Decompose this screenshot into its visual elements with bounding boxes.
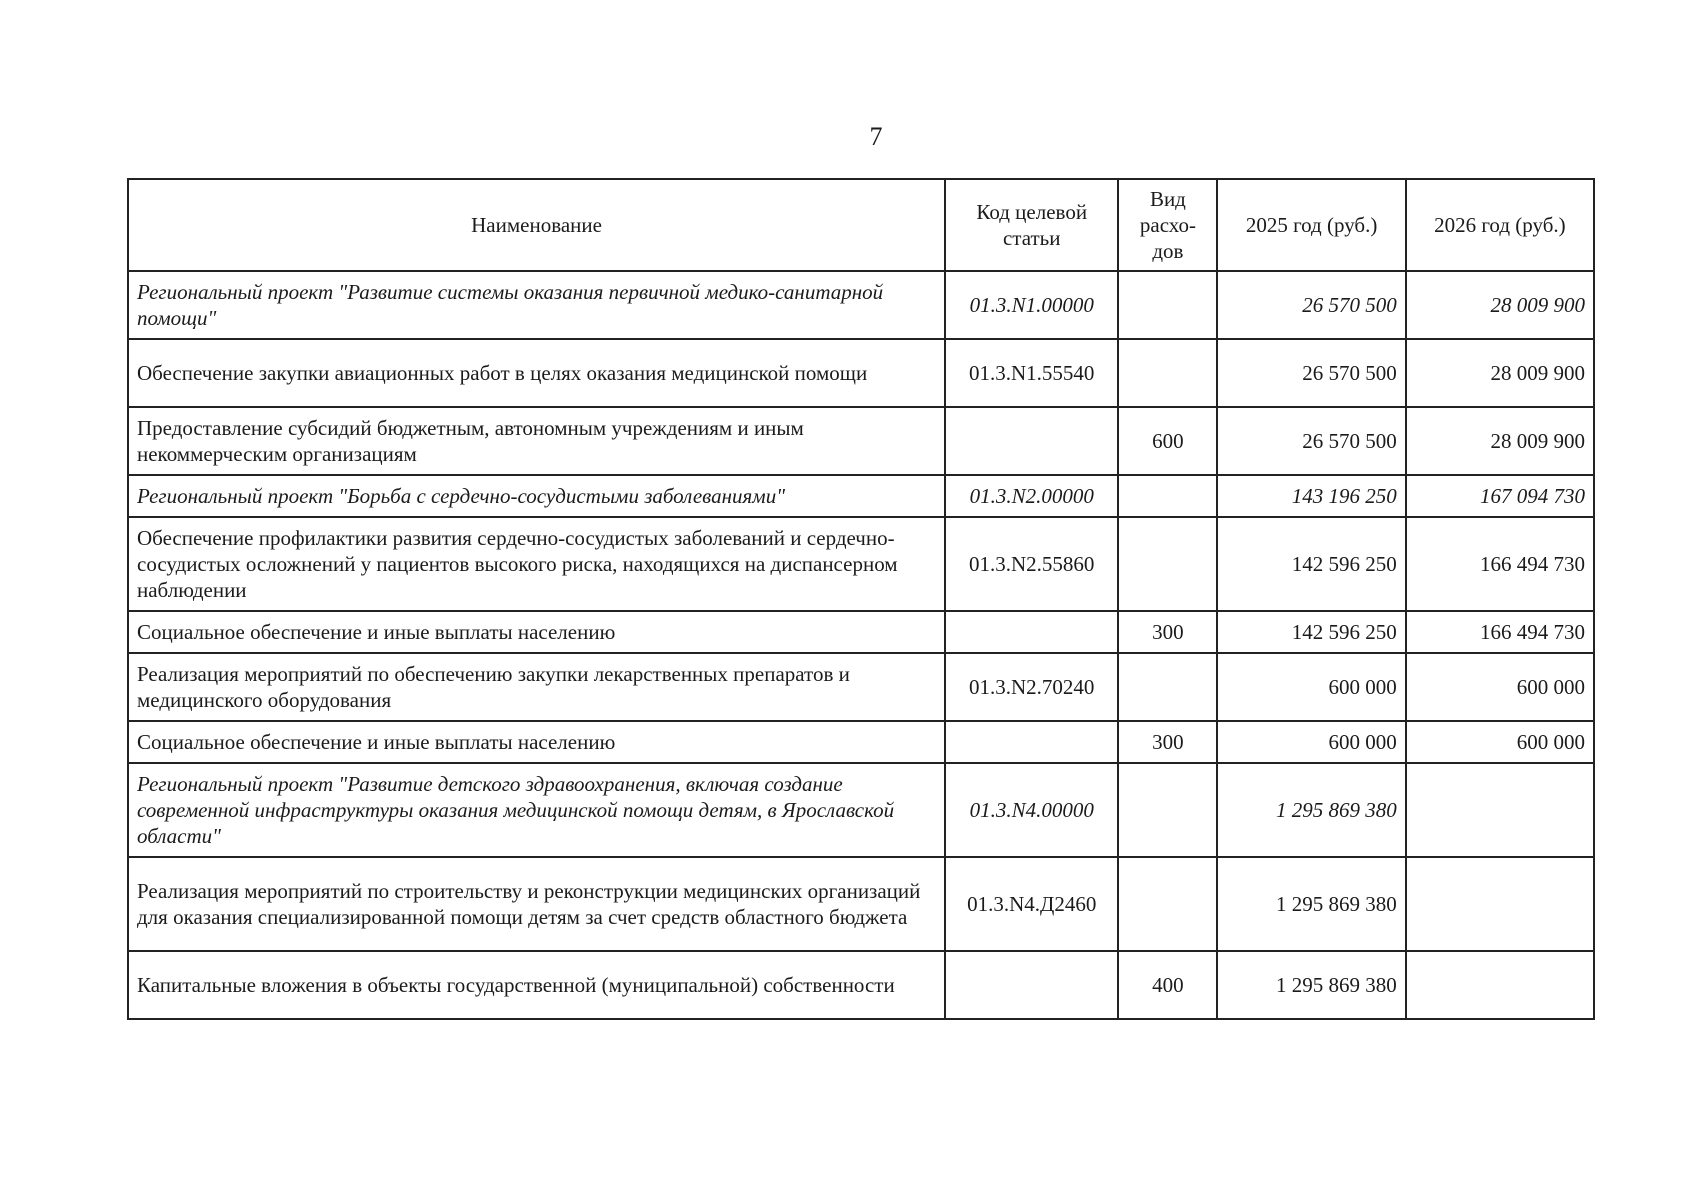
header-kind: Вид расхо-дов (1118, 179, 1217, 271)
row-name: Региональный проект "Развитие детского здравоохранения, включая создание современной инфраструктуры оказания медицинской помощи детям, в Ярославской области" (128, 763, 945, 857)
table-row (128, 475, 1594, 517)
row-2025: 1 295 869 380 (1217, 951, 1405, 1019)
row-2026: 28 009 900 (1406, 271, 1594, 339)
table-row (128, 951, 1594, 1019)
row-code: 01.3.N2.55860 (945, 517, 1118, 611)
row-name: Предоставление субсидий бюджетным, автономным учреждениям и иным некоммерческим организациям (128, 407, 945, 475)
row-kind: 300 (1118, 611, 1217, 653)
row-name: Социальное обеспечение и иные выплаты населению (128, 721, 945, 763)
row-code (945, 721, 1118, 763)
row-name: Обеспечение закупки авиационных работ в целях оказания медицинской помощи (128, 339, 945, 407)
row-2026 (1406, 951, 1594, 1019)
header-2025: 2025 год (руб.) (1217, 179, 1405, 271)
row-kind (1118, 271, 1217, 339)
row-kind (1118, 857, 1217, 951)
row-kind (1118, 653, 1217, 721)
row-2026: 166 494 730 (1406, 517, 1594, 611)
row-2026: 167 094 730 (1406, 475, 1594, 517)
row-code: 01.3.N4.00000 (945, 763, 1118, 857)
row-name: Региональный проект "Борьба с сердечно-сосудистыми заболеваниями" (128, 475, 945, 517)
row-kind: 400 (1118, 951, 1217, 1019)
table-row (128, 721, 1594, 763)
row-2026: 600 000 (1406, 721, 1594, 763)
row-code (945, 407, 1118, 475)
row-2026: 28 009 900 (1406, 407, 1594, 475)
row-2025: 1 295 869 380 (1217, 763, 1405, 857)
table-header (128, 179, 1594, 271)
row-name: Социальное обеспечение и иные выплаты населению (128, 611, 945, 653)
table-row (128, 857, 1594, 951)
row-kind (1118, 763, 1217, 857)
header-row (128, 179, 1594, 271)
row-name: Реализация мероприятий по строительству и реконструкции медицинских организаций для оказания специализированной помощи детям за счет средств областного бюджета (128, 857, 945, 951)
row-2026: 166 494 730 (1406, 611, 1594, 653)
row-name: Региональный проект "Развитие системы оказания первичной медико-санитарной помощи" (128, 271, 945, 339)
row-code: 01.3.N1.00000 (945, 271, 1118, 339)
page-number: 7 (869, 122, 883, 151)
row-kind: 600 (1118, 407, 1217, 475)
row-2025: 142 596 250 (1217, 611, 1405, 653)
row-2025: 600 000 (1217, 653, 1405, 721)
row-name: Капитальные вложения в объекты государственной (муниципальной) собственности (128, 951, 945, 1019)
table-row (128, 407, 1594, 475)
row-code (945, 951, 1118, 1019)
row-2026: 28 009 900 (1406, 339, 1594, 407)
row-code: 01.3.N4.Д2460 (945, 857, 1118, 951)
row-kind (1118, 475, 1217, 517)
row-name: Реализация мероприятий по обеспечению закупки лекарственных препаратов и медицинского оборудования (128, 653, 945, 721)
row-2025: 26 570 500 (1217, 271, 1405, 339)
budget-table (127, 178, 1595, 1020)
row-kind: 300 (1118, 721, 1217, 763)
row-kind (1118, 517, 1217, 611)
row-2025: 143 196 250 (1217, 475, 1405, 517)
table-row (128, 339, 1594, 407)
header-2026: 2026 год (руб.) (1406, 179, 1594, 271)
row-code (945, 611, 1118, 653)
row-kind (1118, 339, 1217, 407)
row-code: 01.3.N2.70240 (945, 653, 1118, 721)
table-row (128, 763, 1594, 857)
row-code: 01.3.N1.55540 (945, 339, 1118, 407)
row-2025: 1 295 869 380 (1217, 857, 1405, 951)
table-row (128, 271, 1594, 339)
header-name: Наименование (128, 179, 945, 271)
row-2025: 600 000 (1217, 721, 1405, 763)
row-2026: 600 000 (1406, 653, 1594, 721)
row-2025: 26 570 500 (1217, 407, 1405, 475)
table-row (128, 653, 1594, 721)
header-code: Код целевой статьи (945, 179, 1118, 271)
row-2025: 26 570 500 (1217, 339, 1405, 407)
row-name: Обеспечение профилактики развития сердечно-сосудистых заболеваний и сердечно-сосудистых осложнений у пациентов высокого риска, находящихся на диспансерном наблюдении (128, 517, 945, 611)
row-2026 (1406, 763, 1594, 857)
table-row (128, 611, 1594, 653)
row-2025: 142 596 250 (1217, 517, 1405, 611)
row-code: 01.3.N2.00000 (945, 475, 1118, 517)
row-2026 (1406, 857, 1594, 951)
table-body (128, 271, 1594, 1019)
table-row (128, 517, 1594, 611)
